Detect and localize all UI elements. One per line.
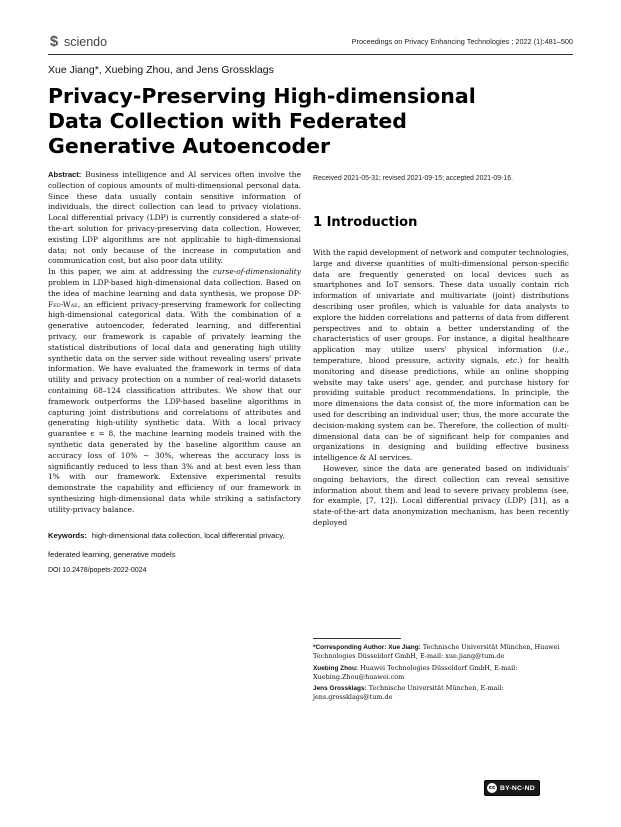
footnote-author: Jens Grossklags: [313,685,367,693]
doi-link[interactable]: DOI 10.2478/popets-2022-0024 [48,566,147,574]
intro-ie: i.e. [555,345,567,355]
paper-authors: Xue Jiang*, Xuebing Zhou, and Jens Grossklags [48,64,274,76]
section-heading: 1 Introduction [313,215,418,230]
left-column [48,170,301,574]
publisher-name: sciendo [64,34,108,49]
keywords-label: Keywords: [48,530,87,540]
footnote-author: Xuebing Zhou: [313,664,359,672]
footnote-divider [313,638,401,639]
footnote-text: Technische Universität München, Huawei Technologies Düsseldorf GmbH, E-mail: xue.jiang@tum.de [313,643,560,661]
footnote [313,664,565,683]
license-badge[interactable] [484,780,540,796]
footnote-text: Technische Universität München, E-mail: jens.grossklags@tum.de [313,684,504,702]
abstract-text-2a: In this paper, we aim at addressing the [48,267,214,277]
license-text: BY-NC-ND [500,784,535,792]
abstract-paragraph-2 [48,267,301,515]
framework-name: Fed-Wae [48,299,78,309]
intro-text-1c: ) for health monitoring and disease predictions, while an online shopping website may take users' age, gender, and purchase history for providing suitable product recommendations. In principle, the more dimensions the data consist of, the more information can be used for describing an individual user; thus, the more accurate the decision-making system can be. Therefore, the collection of multi-dimensional data can be of significant help for companies and organizations in designing and building effective business intelligence & AI services. [313,355,569,463]
footnotes [313,643,565,705]
publisher-logo [48,33,107,50]
abstract-text-2c: , an efficient privacy-preserving framework for collecting high-dimensional categorical data. With the combination of a generative autoencoder, federated learning, and differential privacy, our framework is capable of privately learning the statistical distributions of local data and generating high utility synthetic data on the server side without revealing users' private information. We have evaluated the framework in terms of data utility and privacy protection on a number of real-world datasets containing 68–124 classification attributes. We show that our framework outperforms the LDP-based baseline algorithms in capturing joint distributions and correlations of attributes and generating high-utility synthetic data. With a local privacy guarantee ϵ = 8, the machine learning models trained with the synthetic data generated by the baseline algorithm cause an accuracy loss of 10% ∼ 30%, whereas the accuracy loss is significantly reduced to less than 3% and at best even less than 1% with our framework. Extensive experimental results demonstrate the capability and efficiency of our framework in synthesizing high-dimensional data while striking a satisfactory utility-privacy balance. [48,299,301,514]
footnote [313,643,565,662]
keywords [48,523,301,561]
intro-text-1a: With the rapid development of network and computer technologies, large and diverse quantities of multi-dimensional person-specific data are frequently generated on local devices such as smartphones and IoT sensors. These data usually contain rich information of univariate and multivariate (joint) distributions describing user profiles, which is valuable for data analysts to explore the hidden correlations and patterns of data from different perspectives and to obtain a better understanding of the characteristics of user groups. For instance, a digital healthcare application may utilize users' physical information ( [313,248,569,355]
received-dates: Received 2021-05-31; revised 2021-09-15; accepted 2021-09-16. [313,175,513,182]
footnote-text: Huawei Technologies Düsseldorf GmbH, E-mail: Xuebing.Zhou@huawei.com [313,663,518,681]
abstract-paragraph-1 [48,170,301,267]
abstract-text-1: Business intelligence and AI services often involve the collection of copious amounts of multi-dimensional personal data. Since these data usually contain sensitive information of individuals, the direct collection can lead to privacy violations. Local differential privacy (LDP) is currently considered a state-of-the-art solution for privacy-preserving data collection. However, existing LDP algorithms are not applicable to high-dimensional data; not only because of the increase in computation and communication cost, but also poor data utility. [48,170,301,266]
header-divider [48,54,573,55]
keywords-text: high-dimensional data collection, local differential privacy, federated learning, generative models [48,530,285,559]
abstract-emphasis: curse-of-dimensionality [213,267,301,277]
footnote-author: *Corresponding Author: Xue Jiang: [313,644,421,651]
right-column [313,170,569,529]
intro-paragraph-1 [313,248,569,464]
creative-commons-icon: cc [488,785,496,791]
intro-paragraph-2: However, since the data are generated based on individuals' ongoing behaviors, the direct collection can reveal sensitive information about them and lead to severe privacy problems (see, for example, [7, 12]). Local differential privacy (LDP) [31], as a state-of-the-art data anonymization mechanism, has been recently deployed [313,463,569,527]
abstract-label: Abstract: [48,170,82,179]
intro-text-1b: , temperature, blood pressure, activity signals, [313,345,569,365]
journal-citation: Proceedings on Privacy Enhancing Technologies ; 2022 (1):481–500 [351,37,573,46]
sciendo-s-icon: $ [49,33,59,50]
paper-title: Privacy-Preserving High-dimensional Data Collection with Federated Generative Autoencoder [48,84,476,158]
footnote [313,684,565,703]
abstract-text-2b: problem in LDP-based high-dimensional data collection. Based on the idea of machine learning and data synthesis, we propose DP- [48,277,301,298]
intro-etc: etc. [505,355,520,365]
